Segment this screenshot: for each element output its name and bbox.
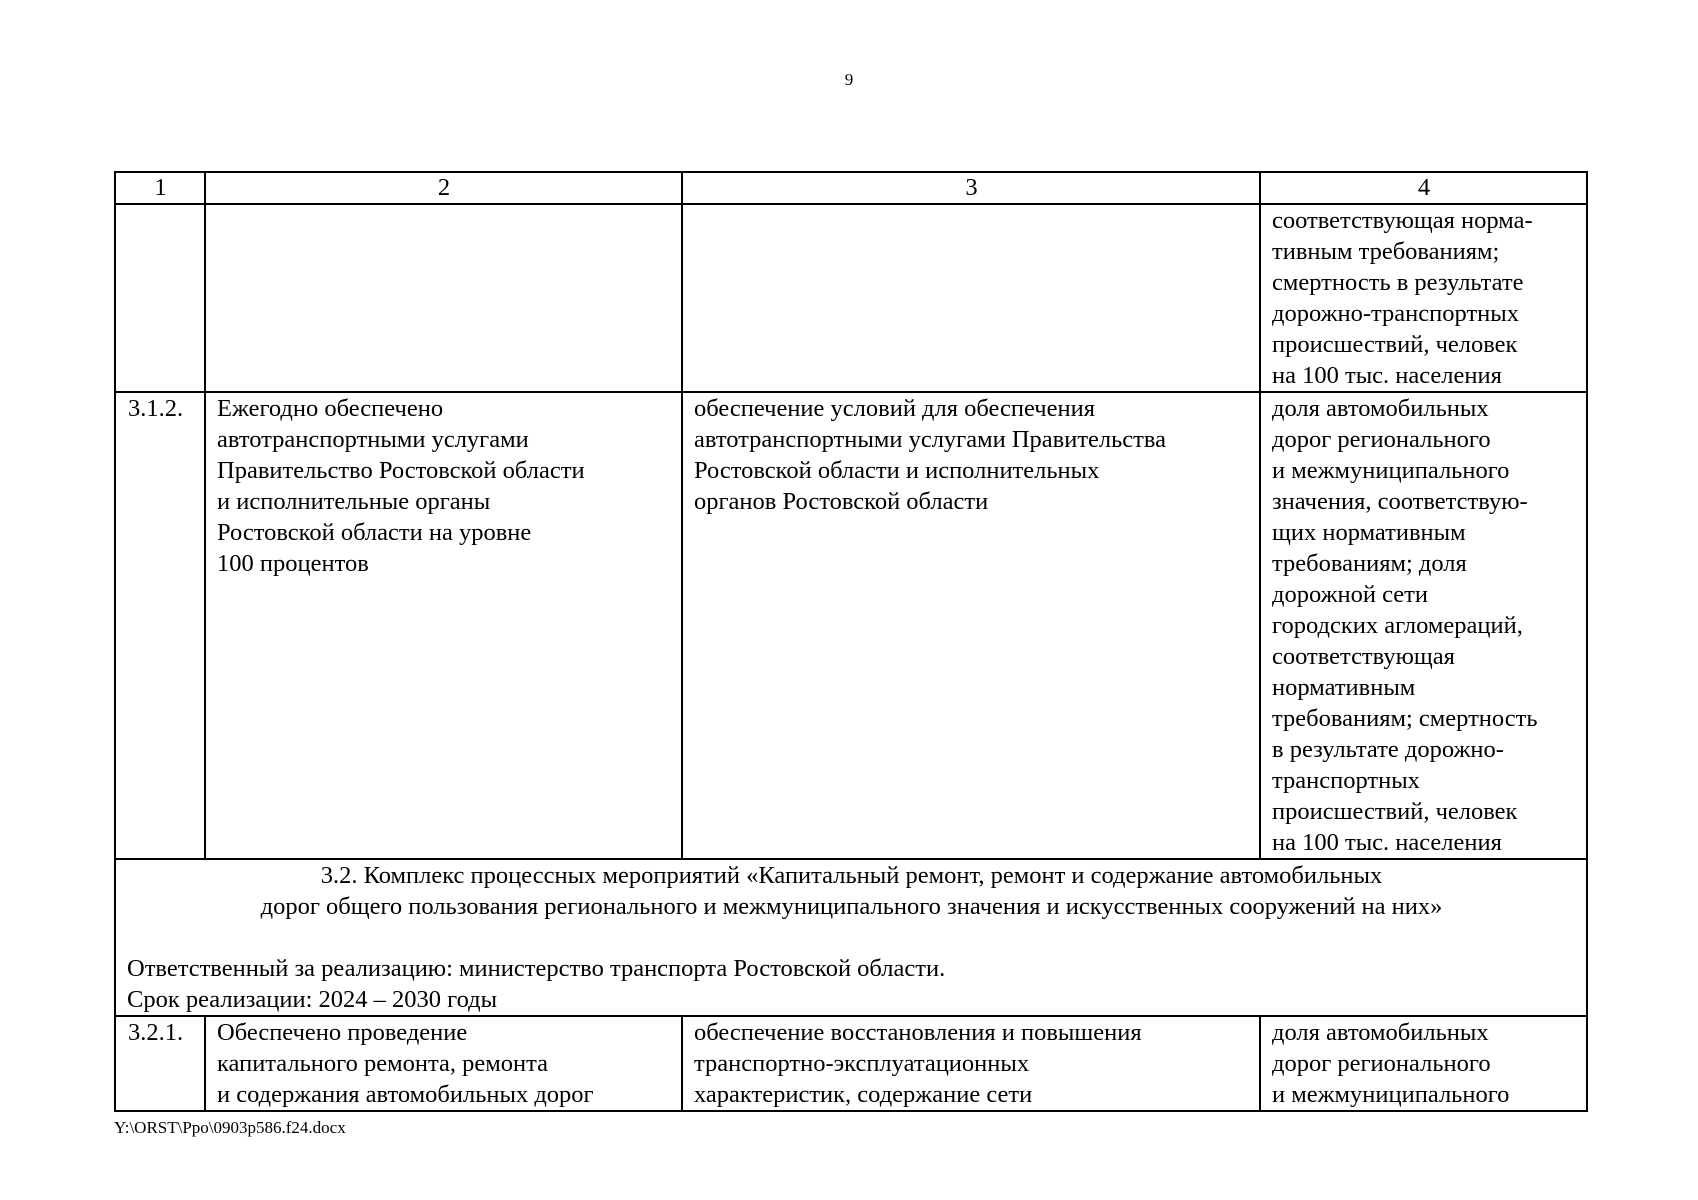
text-line: соответствующая норма- (1272, 207, 1533, 234)
text-line: Ежегодно обеспечено (217, 395, 444, 422)
page-number: 9 (844, 70, 854, 89)
text-line: дорог регионального (1272, 1050, 1491, 1077)
header-col-2: 2 (205, 172, 682, 204)
text-line: и межмуниципального (1272, 457, 1510, 484)
cell-result (205, 1016, 682, 1111)
text-line: транспортных (1272, 767, 1420, 794)
text-line: требованиям; смертность (1272, 705, 1538, 732)
footer-file-path: Y:\ORST\Ppo\0903p586.f24.docx (114, 1118, 346, 1137)
section-title-line: дорог общего пользования регионального и межмуниципального значения и искусственных сооружений на них» (260, 893, 1443, 920)
text-line: автотранспортными услугами (217, 426, 529, 453)
section-title-line: 3.2. Комплекс процессных мероприятий «Капитальный ремонт, ремонт и содержание автомобильных (320, 862, 1383, 889)
text-line: происшествий, человек (1272, 798, 1518, 825)
cell-indicator (1260, 1016, 1587, 1111)
text-line: требованиям; доля (1272, 550, 1467, 577)
text-line: характеристик, содержание сети (694, 1081, 1033, 1108)
text-line: и исполнительные органы (217, 488, 491, 515)
text-line: дорожно-транспортных (1272, 300, 1519, 327)
text-line: Ростовской области на уровне (217, 519, 532, 546)
text-line: значения, соответствую- (1272, 488, 1528, 515)
table-row-3-1-2 (115, 392, 1587, 859)
cell-num (115, 204, 205, 392)
cell-result (205, 204, 682, 392)
cell-characteristic (682, 204, 1260, 392)
text-line: обеспечение восстановления и повышения (694, 1019, 1142, 1046)
text-line: соответствующая (1272, 643, 1455, 670)
text-line: Правительство Ростовской области (217, 457, 585, 484)
text-line: нормативным (1272, 674, 1416, 701)
text-line: и межмуниципального (1272, 1081, 1510, 1108)
section-heading-cell (115, 859, 1587, 1016)
table-row-section-3-2 (115, 859, 1587, 1016)
text-line: смертность в результате (1272, 269, 1524, 296)
text-line: на 100 тыс. населения (1272, 829, 1502, 856)
text-line: щих нормативным (1272, 519, 1466, 546)
cell-result (205, 392, 682, 859)
cell-indicator (1260, 392, 1587, 859)
text-line: обеспечение условий для обеспечения (694, 395, 1095, 422)
section-spacer (127, 922, 1576, 953)
text-line: капитального ремонта, ремонта (217, 1050, 548, 1077)
cell-num: 3.1.2. (115, 392, 205, 859)
header-col-1: 1 (115, 172, 205, 204)
header-col-3: 3 (682, 172, 1260, 204)
section-responsible: Ответственный за реализацию: министерство транспорта Ростовской области. (127, 955, 946, 982)
text-line: дорог регионального (1272, 426, 1491, 453)
cell-characteristic (682, 1016, 1260, 1111)
text-line: на 100 тыс. населения (1272, 362, 1502, 389)
text-line: Обеспечено проведение (217, 1019, 468, 1046)
text-line: происшествий, человек (1272, 331, 1518, 358)
text-line: и содержания автомобильных дорог (217, 1081, 594, 1108)
section-period: Срок реализации: 2024 – 2030 годы (127, 986, 498, 1013)
table-row-3-2-1 (115, 1016, 1587, 1111)
text-line: автотранспортными услугами Правительства (694, 426, 1167, 453)
text-line: 100 процентов (217, 550, 369, 577)
header-col-4: 4 (1260, 172, 1587, 204)
cell-num: 3.2.1. (115, 1016, 205, 1111)
table-header-row (115, 172, 1587, 204)
text-line: тивным требованиям; (1272, 238, 1500, 265)
text-line: Ростовской области и исполнительных (694, 457, 1100, 484)
text-line: доля автомобильных (1272, 395, 1489, 422)
cell-characteristic (682, 392, 1260, 859)
document-table (114, 171, 1588, 1112)
cell-indicator (1260, 204, 1587, 392)
text-line: городских агломераций, (1272, 612, 1523, 639)
text-line: в результате дорожно- (1272, 736, 1504, 763)
text-line: органов Ростовской области (694, 488, 989, 515)
text-line: транспортно-эксплуатационных (694, 1050, 1030, 1077)
text-line: дорожной сети (1272, 581, 1428, 608)
table-row-continuation (115, 204, 1587, 392)
text-line: доля автомобильных (1272, 1019, 1489, 1046)
